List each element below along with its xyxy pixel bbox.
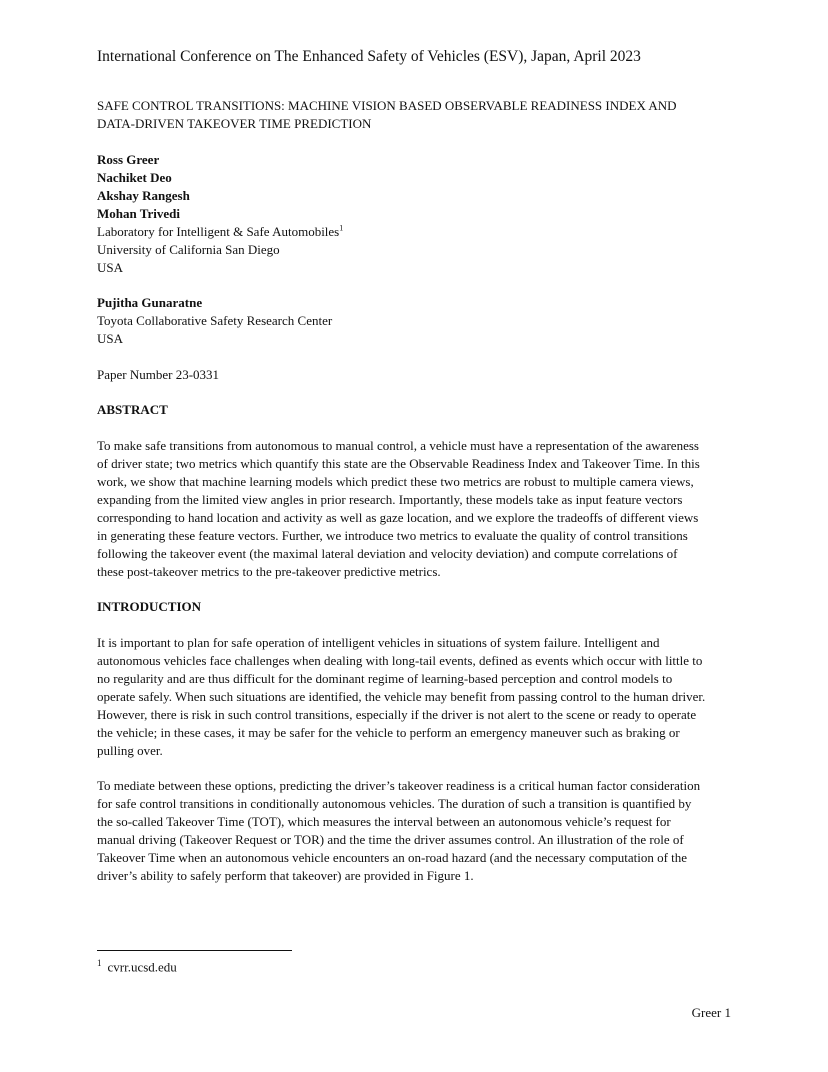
affiliation-country: USA — [97, 260, 124, 275]
author-name: Ross Greer — [97, 152, 160, 167]
text-line: However, there is risk in such control transitions, especially if the driver is not alert to the scene or ready to operate — [97, 707, 697, 722]
author-block — [97, 151, 732, 277]
text-line: expanding from the limited view angles in prior research. Importantly, these models take as input feature vectors — [97, 492, 683, 507]
text-line: the so-called Takeover Time (TOT), which measures the interval between an autonomous vehicle’s request for — [97, 814, 671, 829]
paper-number: Paper Number 23-0331 — [97, 367, 220, 382]
text-line: It is important to plan for safe operation of intelligent vehicles in situations of system failure. Intelligent and — [97, 635, 660, 650]
author-block-2 — [97, 294, 732, 348]
text-line: driver’s ability to safely perform that takeover) are provided in Figure 1. — [97, 868, 474, 883]
affiliation-country: USA — [97, 331, 124, 346]
affiliation-org: Toyota Collaborative Safety Research Center — [97, 313, 333, 328]
page-number: Greer 1 — [691, 1005, 731, 1020]
footnote-ref: 1 — [339, 223, 344, 233]
author-name: Pujitha Gunaratne — [97, 295, 203, 310]
text-line: in generating these feature vectors. Further, we introduce two metrics to evaluate the quality of control transitions — [97, 528, 688, 543]
title-line: SAFE CONTROL TRANSITIONS: MACHINE VISION BASED OBSERVABLE READINESS INDEX AND — [97, 98, 677, 113]
text-line: To make safe transitions from autonomous to manual control, a vehicle must have a representation of the awareness — [97, 438, 699, 453]
abstract-heading: ABSTRACT — [97, 402, 168, 417]
text-line: Takeover Time when an autonomous vehicle encounters an on-road hazard (and the necessary computation of the — [97, 850, 688, 865]
text-line: these post-takeover metrics to the pre-takeover predictive metrics. — [97, 564, 441, 579]
introduction-heading: INTRODUCTION — [97, 599, 202, 614]
text-line: of driver state; two metrics which quantify this state are the Observable Readiness Index and Takeover Time. In this — [97, 456, 700, 471]
text-line: no regularity and are thus difficult for the dominant regime of learning-based perception and control models to — [97, 671, 673, 686]
introduction-paragraph-2 — [97, 777, 737, 885]
footnote — [97, 958, 732, 975]
footnote-mark: 1 — [97, 958, 102, 968]
text-line: the vehicle; in these cases, it may be safer for the vehicle to perform an emergency maneuver such as braking or — [97, 725, 680, 740]
text-line: manual driving (Takeover Request or TOR) and the time the driver assumes control. An illustration of the role of — [97, 832, 684, 847]
footnote-text: cvrr.ucsd.edu — [107, 959, 177, 975]
conference-header: International Conference on The Enhanced Safety of Vehicles (ESV), Japan, April 2023 — [97, 48, 641, 65]
text-line: for safe control transitions in conditionally autonomous vehicles. The duration of such a transition is quantified by — [97, 796, 692, 811]
text-line: autonomous vehicles face challenges when dealing with long-tail events, defined as events which occur with little to — [97, 653, 703, 668]
author-name: Akshay Rangesh — [97, 188, 190, 203]
text-line: pulling over. — [97, 743, 163, 758]
author-name: Nachiket Deo — [97, 170, 172, 185]
paper-title — [97, 97, 737, 133]
text-line: operate safely. When such situations are identified, the vehicle may benefit from passing control to the human driver. — [97, 689, 706, 704]
title-line: DATA-DRIVEN TAKEOVER TIME PREDICTION — [97, 116, 372, 131]
affiliation-lab — [97, 223, 732, 241]
footnote-divider — [97, 950, 292, 951]
abstract-paragraph — [97, 437, 737, 581]
introduction-paragraph-1 — [97, 634, 737, 760]
text-line: corresponding to hand location and activity as well as gaze location, and we explore the tradeoffs of different views — [97, 510, 699, 525]
text-line: To mediate between these options, predicting the driver’s takeover readiness is a critical human factor consideration — [97, 778, 701, 793]
lab-name: Laboratory for Intelligent & Safe Automobiles — [97, 224, 340, 239]
text-line: following the takeover event (the maximal lateral deviation and velocity deviation) and compute correlations of — [97, 546, 678, 561]
affiliation-university: University of California San Diego — [97, 242, 280, 257]
author-name: Mohan Trivedi — [97, 206, 180, 221]
text-line: work, we show that machine learning models which predict these two metrics are robust to multiple camera views, — [97, 474, 694, 489]
